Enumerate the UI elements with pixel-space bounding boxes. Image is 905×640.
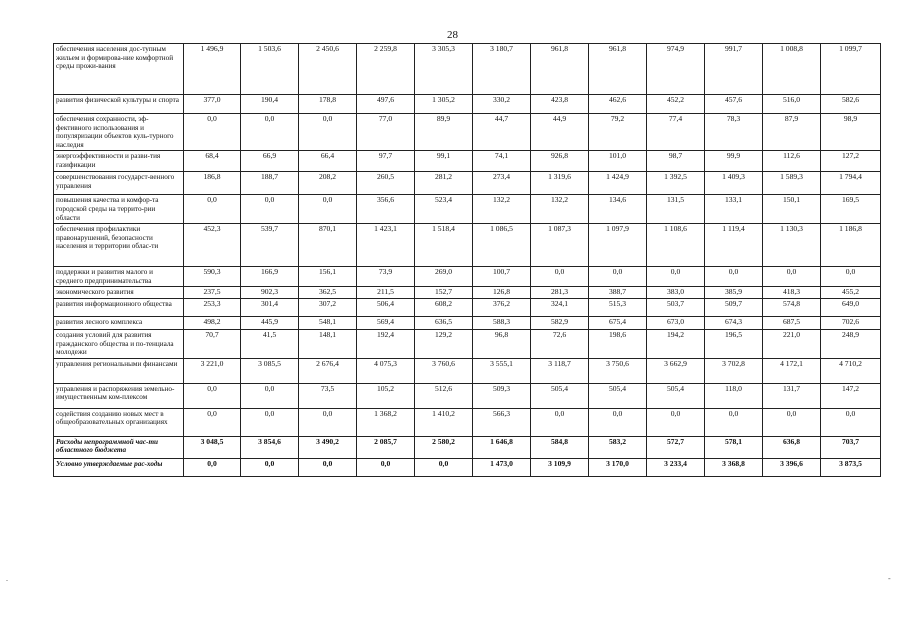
value-cell: 3 750,6 — [589, 358, 647, 383]
right-edge-mark: - — [888, 574, 891, 583]
value-cell: 4 075,3 — [357, 358, 415, 383]
value-cell: 1 423,1 — [357, 224, 415, 267]
value-cell: 1 409,3 — [705, 172, 763, 195]
value-cell: 1 424,9 — [589, 172, 647, 195]
value-cell: 3 368,8 — [705, 458, 763, 476]
value-cell: 588,3 — [473, 316, 531, 329]
table-row — [54, 151, 881, 172]
value-cell: 156,1 — [299, 267, 357, 287]
value-cell: 423,8 — [531, 95, 589, 114]
value-cell: 70,7 — [184, 329, 241, 358]
value-cell: 584,8 — [531, 436, 589, 458]
table-row — [54, 458, 881, 476]
value-cell: 452,3 — [184, 224, 241, 267]
value-cell: 590,3 — [184, 267, 241, 287]
value-cell: 1 589,3 — [763, 172, 821, 195]
value-cell: 211,5 — [357, 287, 415, 299]
value-cell: 452,2 — [647, 95, 705, 114]
value-cell: 418,3 — [763, 287, 821, 299]
value-cell: 523,4 — [415, 195, 473, 224]
value-cell: 68,4 — [184, 151, 241, 172]
value-cell: 0,0 — [184, 383, 241, 408]
value-cell: 498,2 — [184, 316, 241, 329]
value-cell: 0,0 — [589, 408, 647, 436]
value-cell: 675,4 — [589, 316, 647, 329]
value-cell: 0,0 — [241, 114, 299, 151]
row-label: экономического развития — [54, 287, 184, 299]
value-cell: 515,3 — [589, 298, 647, 316]
value-cell: 505,4 — [647, 383, 705, 408]
row-label: развития лесного комплекса — [54, 316, 184, 329]
value-cell: 98,9 — [821, 114, 881, 151]
value-cell: 0,0 — [184, 114, 241, 151]
table-row — [54, 44, 881, 95]
value-cell: 98,7 — [647, 151, 705, 172]
value-cell: 1 097,9 — [589, 224, 647, 267]
value-cell: 1 186,8 — [821, 224, 881, 267]
value-cell: 152,7 — [415, 287, 473, 299]
table-row — [54, 329, 881, 358]
value-cell: 636,5 — [415, 316, 473, 329]
value-cell: 89,9 — [415, 114, 473, 151]
value-cell: 578,1 — [705, 436, 763, 458]
table-row — [54, 408, 881, 436]
value-cell: 74,1 — [473, 151, 531, 172]
value-cell: 608,2 — [415, 298, 473, 316]
value-cell: 253,3 — [184, 298, 241, 316]
value-cell: 3 760,6 — [415, 358, 473, 383]
value-cell: 3 662,9 — [647, 358, 705, 383]
value-cell: 1 008,8 — [763, 44, 821, 95]
value-cell: 548,1 — [299, 316, 357, 329]
value-cell: 0,0 — [241, 195, 299, 224]
value-cell: 3 085,5 — [241, 358, 299, 383]
value-cell: 0,0 — [299, 114, 357, 151]
value-cell: 101,0 — [589, 151, 647, 172]
table-row — [54, 383, 881, 408]
value-cell: 44,7 — [473, 114, 531, 151]
value-cell: 194,2 — [647, 329, 705, 358]
value-cell: 1 087,3 — [531, 224, 589, 267]
value-cell: 0,0 — [299, 195, 357, 224]
value-cell: 702,6 — [821, 316, 881, 329]
value-cell: 0,0 — [821, 267, 881, 287]
value-cell: 133,1 — [705, 195, 763, 224]
value-cell: 87,9 — [763, 114, 821, 151]
value-cell: 66,9 — [241, 151, 299, 172]
value-cell: 3 118,7 — [531, 358, 589, 383]
value-cell: 134,6 — [589, 195, 647, 224]
value-cell: 96,8 — [473, 329, 531, 358]
value-cell: 3 396,6 — [763, 458, 821, 476]
value-cell: 582,6 — [821, 95, 881, 114]
value-cell: 509,7 — [705, 298, 763, 316]
value-cell: 0,0 — [299, 408, 357, 436]
value-cell: 72,6 — [531, 329, 589, 358]
value-cell: 0,0 — [647, 267, 705, 287]
value-cell: 190,4 — [241, 95, 299, 114]
value-cell: 0,0 — [763, 408, 821, 436]
value-cell: 4 172,1 — [763, 358, 821, 383]
value-cell: 73,5 — [299, 383, 357, 408]
row-label: энергоэффективности и разви-тия газификации — [54, 151, 184, 172]
value-cell: 97,7 — [357, 151, 415, 172]
value-cell: 0,0 — [241, 458, 299, 476]
table-row — [54, 287, 881, 299]
value-cell: 99,1 — [415, 151, 473, 172]
value-cell: 3 305,3 — [415, 44, 473, 95]
value-cell: 383,0 — [647, 287, 705, 299]
row-label: управления и распоряжения земельно-имущественным ком-плексом — [54, 383, 184, 408]
table-row — [54, 436, 881, 458]
value-cell: 503,7 — [647, 298, 705, 316]
value-cell: 129,2 — [415, 329, 473, 358]
value-cell: 870,1 — [299, 224, 357, 267]
value-cell: 926,8 — [531, 151, 589, 172]
value-cell: 324,1 — [531, 298, 589, 316]
value-cell: 221,0 — [763, 329, 821, 358]
value-cell: 974,9 — [647, 44, 705, 95]
row-label: Условно утверждаемые рас-ходы — [54, 458, 184, 476]
value-cell: 1 518,4 — [415, 224, 473, 267]
value-cell: 674,3 — [705, 316, 763, 329]
value-cell: 248,9 — [821, 329, 881, 358]
value-cell: 649,0 — [821, 298, 881, 316]
table-row — [54, 114, 881, 151]
table-row — [54, 95, 881, 114]
value-cell: 127,2 — [821, 151, 881, 172]
value-cell: 307,2 — [299, 298, 357, 316]
value-cell: 0,0 — [184, 458, 241, 476]
value-cell: 208,2 — [299, 172, 357, 195]
value-cell: 169,5 — [821, 195, 881, 224]
value-cell: 388,7 — [589, 287, 647, 299]
value-cell: 961,8 — [589, 44, 647, 95]
value-cell: 574,8 — [763, 298, 821, 316]
value-cell: 237,5 — [184, 287, 241, 299]
value-cell: 673,0 — [647, 316, 705, 329]
value-cell: 3 702,8 — [705, 358, 763, 383]
value-cell: 100,7 — [473, 267, 531, 287]
value-cell: 1 646,8 — [473, 436, 531, 458]
row-label: управления региональными финансами — [54, 358, 184, 383]
value-cell: 3 221,0 — [184, 358, 241, 383]
row-label: обеспечения профилактики правонарушений, безопасности населения и территории облас-ти — [54, 224, 184, 267]
value-cell: 1 410,2 — [415, 408, 473, 436]
value-cell: 150,1 — [763, 195, 821, 224]
value-cell: 0,0 — [821, 408, 881, 436]
value-cell: 126,8 — [473, 287, 531, 299]
value-cell: 273,4 — [473, 172, 531, 195]
value-cell: 1 086,5 — [473, 224, 531, 267]
value-cell: 118,0 — [705, 383, 763, 408]
value-cell: 0,0 — [357, 458, 415, 476]
value-cell: 961,8 — [531, 44, 589, 95]
value-cell: 362,5 — [299, 287, 357, 299]
value-cell: 462,6 — [589, 95, 647, 114]
left-edge-mark: . — [6, 574, 8, 583]
page-number: 28 — [447, 29, 458, 41]
value-cell: 166,9 — [241, 267, 299, 287]
value-cell: 1 392,5 — [647, 172, 705, 195]
value-cell: 582,9 — [531, 316, 589, 329]
table-row — [54, 267, 881, 287]
value-cell: 1 099,7 — [821, 44, 881, 95]
value-cell: 192,4 — [357, 329, 415, 358]
value-cell: 566,3 — [473, 408, 531, 436]
value-cell: 73,9 — [357, 267, 415, 287]
table-row — [54, 316, 881, 329]
value-cell: 99,9 — [705, 151, 763, 172]
value-cell: 4 710,2 — [821, 358, 881, 383]
value-cell: 1 496,9 — [184, 44, 241, 95]
value-cell: 1 305,2 — [415, 95, 473, 114]
value-cell: 0,0 — [531, 408, 589, 436]
value-cell: 178,8 — [299, 95, 357, 114]
value-cell: 131,5 — [647, 195, 705, 224]
value-cell: 0,0 — [241, 383, 299, 408]
value-cell: 687,5 — [763, 316, 821, 329]
value-cell: 3 180,7 — [473, 44, 531, 95]
value-cell: 385,9 — [705, 287, 763, 299]
value-cell: 2 676,4 — [299, 358, 357, 383]
value-cell: 0,0 — [299, 458, 357, 476]
value-cell: 1 794,4 — [821, 172, 881, 195]
value-cell: 3 555,1 — [473, 358, 531, 383]
value-cell: 636,8 — [763, 436, 821, 458]
value-cell: 281,3 — [531, 287, 589, 299]
row-label: поддержки и развития малого и среднего предпринимательства — [54, 267, 184, 287]
value-cell: 505,4 — [531, 383, 589, 408]
value-cell: 377,0 — [184, 95, 241, 114]
value-cell: 3 170,0 — [589, 458, 647, 476]
value-cell: 3 854,6 — [241, 436, 299, 458]
value-cell: 112,6 — [763, 151, 821, 172]
value-cell: 2 259,8 — [357, 44, 415, 95]
table-row — [54, 224, 881, 267]
value-cell: 105,2 — [357, 383, 415, 408]
row-label: обеспечения сохранности, эф-фективного использования и популяризации объектов куль-турного наследия — [54, 114, 184, 151]
value-cell: 0,0 — [647, 408, 705, 436]
table-body — [54, 44, 881, 477]
row-label: повышения качества и комфор-та городской среды на террито-рии области — [54, 195, 184, 224]
value-cell: 902,3 — [241, 287, 299, 299]
value-cell: 1 130,3 — [763, 224, 821, 267]
value-cell: 539,7 — [241, 224, 299, 267]
table-row — [54, 195, 881, 224]
value-cell: 198,6 — [589, 329, 647, 358]
value-cell: 703,7 — [821, 436, 881, 458]
value-cell: 330,2 — [473, 95, 531, 114]
value-cell: 1 503,6 — [241, 44, 299, 95]
value-cell: 77,4 — [647, 114, 705, 151]
value-cell: 505,4 — [589, 383, 647, 408]
value-cell: 3 048,5 — [184, 436, 241, 458]
value-cell: 1 473,0 — [473, 458, 531, 476]
value-cell: 78,3 — [705, 114, 763, 151]
value-cell: 77,0 — [357, 114, 415, 151]
value-cell: 132,2 — [531, 195, 589, 224]
value-cell: 260,5 — [357, 172, 415, 195]
value-cell: 44,9 — [531, 114, 589, 151]
value-cell: 516,0 — [763, 95, 821, 114]
value-cell: 991,7 — [705, 44, 763, 95]
row-label: создания условий для развития гражданского общества и по-тенциала молодежи — [54, 329, 184, 358]
value-cell: 3 873,5 — [821, 458, 881, 476]
value-cell: 0,0 — [184, 195, 241, 224]
row-label: развития информационного общества — [54, 298, 184, 316]
value-cell: 0,0 — [184, 408, 241, 436]
table-row — [54, 298, 881, 316]
value-cell: 0,0 — [705, 267, 763, 287]
value-cell: 1 108,6 — [647, 224, 705, 267]
value-cell: 186,8 — [184, 172, 241, 195]
value-cell: 188,7 — [241, 172, 299, 195]
value-cell: 457,6 — [705, 95, 763, 114]
value-cell: 506,4 — [357, 298, 415, 316]
value-cell: 3 490,2 — [299, 436, 357, 458]
row-label: содействия созданию новых мест в общеобразовательных организациях — [54, 408, 184, 436]
value-cell: 1 368,2 — [357, 408, 415, 436]
value-cell: 41,5 — [241, 329, 299, 358]
value-cell: 196,5 — [705, 329, 763, 358]
value-cell: 269,0 — [415, 267, 473, 287]
value-cell: 66,4 — [299, 151, 357, 172]
value-cell: 147,2 — [821, 383, 881, 408]
row-label: развития физической культуры и спорта — [54, 95, 184, 114]
value-cell: 131,7 — [763, 383, 821, 408]
value-cell: 376,2 — [473, 298, 531, 316]
value-cell: 2 450,6 — [299, 44, 357, 95]
value-cell: 0,0 — [415, 458, 473, 476]
value-cell: 0,0 — [763, 267, 821, 287]
row-label: совершенствования государст-венного управления — [54, 172, 184, 195]
value-cell: 1 119,4 — [705, 224, 763, 267]
value-cell: 79,2 — [589, 114, 647, 151]
value-cell: 0,0 — [705, 408, 763, 436]
value-cell: 356,6 — [357, 195, 415, 224]
value-cell: 569,4 — [357, 316, 415, 329]
value-cell: 572,7 — [647, 436, 705, 458]
table-row — [54, 172, 881, 195]
value-cell: 497,6 — [357, 95, 415, 114]
value-cell: 583,2 — [589, 436, 647, 458]
budget-table — [53, 43, 881, 477]
value-cell: 455,2 — [821, 287, 881, 299]
value-cell: 0,0 — [531, 267, 589, 287]
value-cell: 0,0 — [589, 267, 647, 287]
value-cell: 281,2 — [415, 172, 473, 195]
value-cell: 132,2 — [473, 195, 531, 224]
value-cell: 0,0 — [241, 408, 299, 436]
value-cell: 445,9 — [241, 316, 299, 329]
value-cell: 2 580,2 — [415, 436, 473, 458]
value-cell: 301,4 — [241, 298, 299, 316]
value-cell: 3 109,9 — [531, 458, 589, 476]
row-label: Расходы непрограммной час-ти областного бюджета — [54, 436, 184, 458]
value-cell: 148,1 — [299, 329, 357, 358]
value-cell: 1 319,6 — [531, 172, 589, 195]
value-cell: 509,3 — [473, 383, 531, 408]
value-cell: 3 233,4 — [647, 458, 705, 476]
row-label: обеспечения населения дос-тупным жильем и формирова-ние комфортной среды прожи-вания — [54, 44, 184, 95]
table-row — [54, 358, 881, 383]
value-cell: 2 085,7 — [357, 436, 415, 458]
value-cell: 512,6 — [415, 383, 473, 408]
